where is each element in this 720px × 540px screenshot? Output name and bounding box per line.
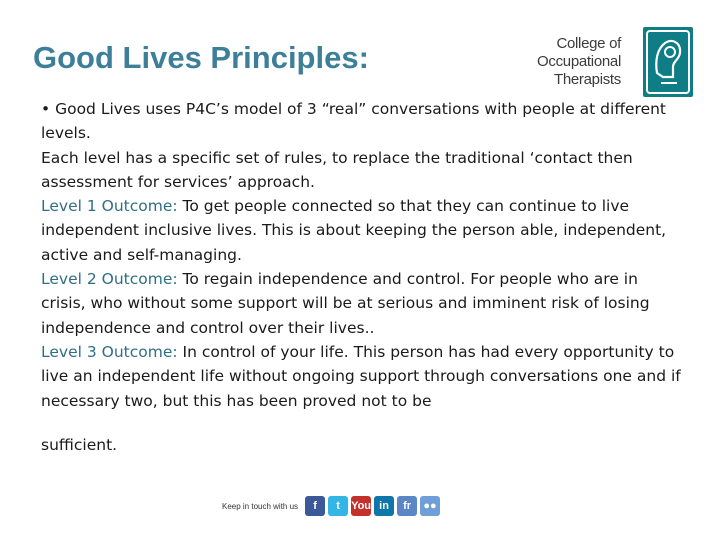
logo-text: [537, 35, 621, 89]
level-1-text: To get people connected so that they can continue to live independent inclusive lives. This is about keeping the person able, independent, active and self-managing.: [41, 197, 667, 264]
level-3-text: In control of your life. This person has had every opportunity to live an independent life without ongoing support through conversations one and if necessary two, but this has been proved not to be: [41, 342, 681, 410]
logo-emblem-icon: [643, 27, 693, 97]
logo-line-3: Therapists: [553, 71, 621, 88]
footer-label: Keep in touch with us: [222, 501, 299, 511]
youtube-icon[interactable]: You: [351, 496, 371, 516]
level-2-text: To regain independence and control. For people who are in crisis, who without some support will be at serious and imminent risk of losing independence and control over their lives..: [41, 270, 650, 337]
intro-bullet: • Good Lives uses P4C’s model of 3 “real” conversations with people at different levels.: [41, 100, 667, 143]
flickr-icon[interactable]: ●●: [420, 496, 440, 516]
college-logo: [528, 27, 693, 97]
final-word: sufficient.: [41, 435, 118, 454]
logo-line-2: Occupational: [537, 53, 621, 70]
slide-body: [41, 97, 681, 457]
friendfeed-icon[interactable]: fr: [397, 496, 417, 516]
level-1-paragraph: [41, 194, 681, 267]
level-1-label: Level 1 Outcome:: [41, 197, 178, 216]
logo-line-1: College of: [556, 35, 621, 52]
level-2-label: Level 2 Outcome:: [41, 270, 178, 289]
facebook-icon[interactable]: f: [305, 496, 325, 516]
linkedin-icon[interactable]: in: [374, 496, 394, 516]
level-3-label: Level 3 Outcome:: [41, 342, 178, 361]
slide-title: Good Lives Principles:: [33, 40, 369, 75]
level-2-paragraph: [41, 267, 681, 340]
level-3-paragraph: [41, 340, 681, 413]
intro-paragraph: Each level has a specific set of rules, to replace the traditional ‘contact then assessment for services’ approach.: [41, 148, 633, 191]
twitter-icon[interactable]: t: [328, 496, 348, 516]
social-footer: [222, 494, 440, 518]
